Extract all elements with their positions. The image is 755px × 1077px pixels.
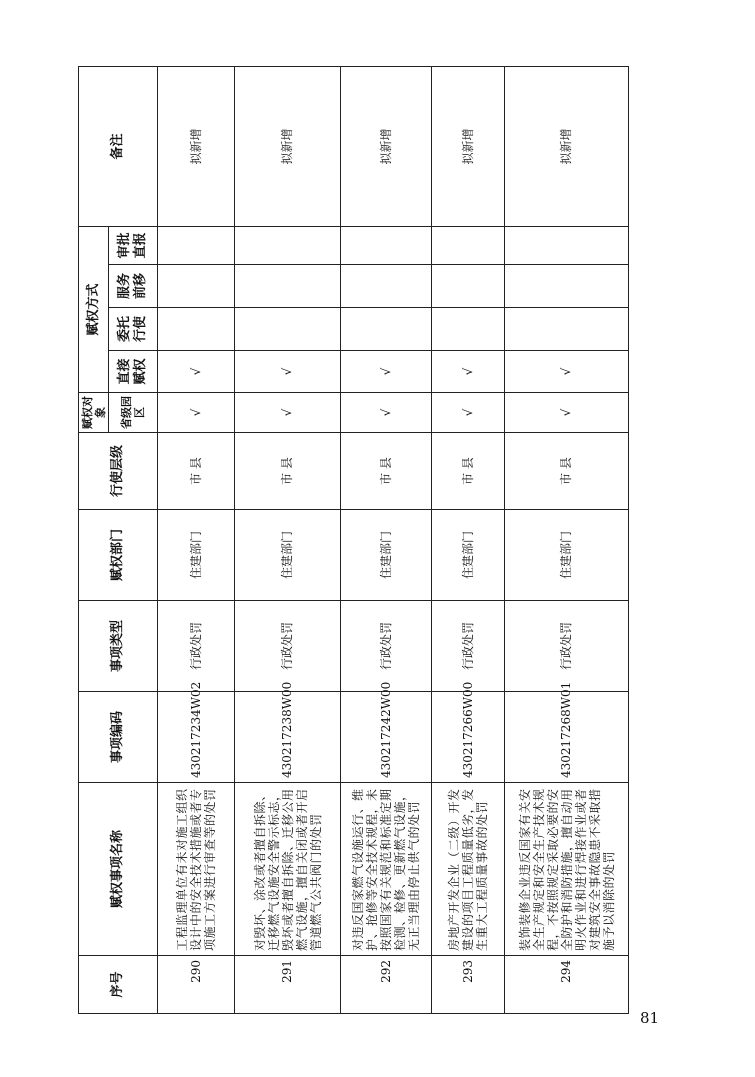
row-code: 430217268W01 (505, 692, 629, 783)
row-approval (235, 226, 341, 264)
row-type: 行政处罚 (505, 601, 629, 692)
header-mode-approval: 审批直报 (109, 226, 158, 264)
row-entrust (235, 308, 341, 351)
table-row (235, 66, 341, 1013)
row-level: 市 县 (341, 433, 432, 510)
row-dept: 住建部门 (158, 510, 235, 601)
row-name: 房地产开发企业（二级）开发建设的项目工程质量低劣，发生重大工程质量事故的处罚 (432, 783, 505, 956)
header-target-sub: 省级园区 (109, 393, 158, 433)
header-level: 行使层级 (79, 433, 158, 510)
row-level: 市 县 (505, 433, 629, 510)
row-target-check: √ (235, 393, 341, 433)
row-entrust (505, 308, 629, 351)
row-name: 对违反国家燃气设施运行、维护、抢修等安全技术规程，未按照国家有关规范和标准定期检测、检修、更新燃气设施，无正当理由停止供气的处罚 (341, 783, 432, 956)
row-dept: 住建部门 (341, 510, 432, 601)
row-type: 行政处罚 (341, 601, 432, 692)
row-entrust (432, 308, 505, 351)
row-direct-check: √ (505, 351, 629, 393)
row-remark: 拟新增 (432, 66, 505, 226)
row-entrust (158, 308, 235, 351)
row-direct-check: √ (158, 351, 235, 393)
row-target-check: √ (341, 393, 432, 433)
row-target-check: √ (432, 393, 505, 433)
row-code: 430217242W00 (341, 692, 432, 783)
row-direct-check: √ (341, 351, 432, 393)
row-name: 装饰装修企业违反国家有关安全生产规定和安全生产技术规程，不按照规定采取必要的安全防护和消防措施，擅自动用明火作业和进行焊接作业或者对建筑安全事故隐患不采取措施予以消除的处罚 (505, 783, 629, 956)
header-name: 赋权事项名称 (79, 783, 158, 956)
header-target: 赋权对象 (79, 393, 109, 433)
row-seq: 290 (158, 956, 235, 1014)
row-code: 430217266W00 (432, 692, 505, 783)
row-remark: 拟新增 (505, 66, 629, 226)
row-remark: 拟新增 (235, 66, 341, 226)
header-mode-entrust: 委托行使 (109, 308, 158, 351)
row-service (235, 265, 341, 308)
row-direct-check: √ (235, 351, 341, 393)
row-type: 行政处罚 (432, 601, 505, 692)
row-level: 市 县 (158, 433, 235, 510)
row-seq: 292 (341, 956, 432, 1014)
header-dept: 赋权部门 (79, 510, 158, 601)
row-target-check: √ (505, 393, 629, 433)
row-level: 市 县 (235, 433, 341, 510)
row-remark: 拟新增 (158, 66, 235, 226)
header-mode-direct: 直接赋权 (109, 351, 158, 393)
rotated-table-area (78, 67, 628, 1014)
row-entrust (341, 308, 432, 351)
row-type: 行政处罚 (158, 601, 235, 692)
row-code: 430217234W02 (158, 692, 235, 783)
row-name: 工程监理单位有未对施工组织设计中的安全技术措施或者专项施工方案进行审查等的处罚 (158, 783, 235, 956)
row-dept: 住建部门 (432, 510, 505, 601)
row-service (158, 265, 235, 308)
row-seq: 294 (505, 956, 629, 1014)
header-row-1 (79, 66, 109, 1013)
row-approval (158, 226, 235, 264)
row-approval (432, 226, 505, 264)
header-mode-service: 服务前移 (109, 265, 158, 308)
row-seq: 293 (432, 956, 505, 1014)
row-approval (505, 226, 629, 264)
row-seq: 291 (235, 956, 341, 1014)
row-type: 行政处罚 (235, 601, 341, 692)
row-service (432, 265, 505, 308)
row-name: 对毁坏、涂改或者擅自拆除、迁移燃气设施安全警示标志，毁坏或者擅自拆除、迁移公用燃气设施，擅自关闭或者开启管道燃气公共阀门的处罚 (235, 783, 341, 956)
row-code: 430217238W00 (235, 692, 341, 783)
row-service (505, 265, 629, 308)
empowerment-table (78, 66, 629, 1014)
table-row (432, 66, 505, 1013)
header-type: 事项类型 (79, 601, 158, 692)
page-number: 81 (640, 1009, 660, 1027)
table-row (341, 66, 432, 1013)
row-approval (341, 226, 432, 264)
row-level: 市 县 (432, 433, 505, 510)
header-seq: 序号 (79, 956, 158, 1014)
row-dept: 住建部门 (505, 510, 629, 601)
rotated-table-wrapper (78, 67, 628, 1014)
row-service (341, 265, 432, 308)
row-remark: 拟新增 (341, 66, 432, 226)
header-mode: 赋权方式 (79, 226, 109, 392)
header-code: 事项编码 (79, 692, 158, 783)
table-row (158, 66, 235, 1013)
header-remark: 备注 (79, 66, 158, 226)
row-direct-check: √ (432, 351, 505, 393)
row-target-check: √ (158, 393, 235, 433)
table-row (505, 66, 629, 1013)
row-dept: 住建部门 (235, 510, 341, 601)
